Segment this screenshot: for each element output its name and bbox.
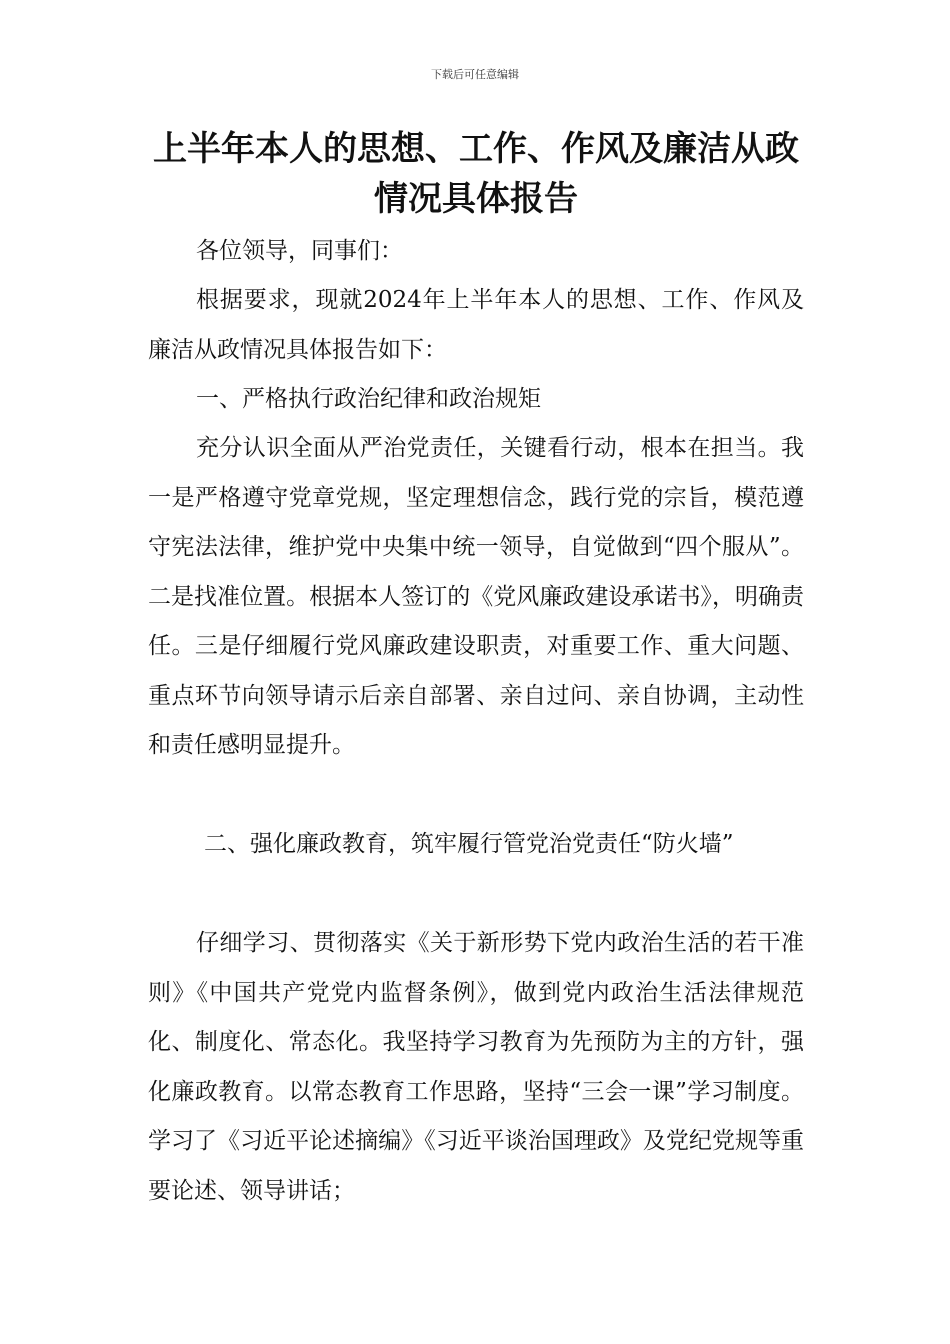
intro-paragraph: 根据要求，现就2024年上半年本人的思想、工作、作风及廉洁从政情况具体报告如下： xyxy=(148,287,804,363)
document-title: 上半年本人的思想、工作、作风及廉洁从政情况具体报告 xyxy=(153,129,799,219)
page-header-note: 下载后可任意编辑 xyxy=(431,68,519,81)
greeting: 各位领导，同事们： xyxy=(196,238,403,264)
section-heading-2: 二、强化廉政教育，筑牢履行管党治党责任“防火墙” xyxy=(204,831,734,857)
section-2-paragraph: 仔细学习、贯彻落实《关于新形势下党内政治生活的若干准则》《中国共产党党内监督条例》，做到党内政治生活法律规范化、制度化、常态化。我坚持学习教育为先预防为主的方针，强化廉政教育。以常态教育工作思路，坚持“三会一课”学习制度。学习了《习近平论述摘编》《习近平谈治国理政》及党纪党规等重要论述、领导讲话； xyxy=(148,930,804,1204)
section-heading-1: 一、严格执行政治纪律和政治规矩 xyxy=(196,386,541,412)
section-1-paragraph: 充分认识全面从严治党责任，关键看行动，根本在担当。我一是严格遵守党章党规，坚定理想信念，践行党的宗旨，模范遵守宪法法律，维护党中央集中统一领导，自觉做到“四个服从”。二是找准位置。根据本人签订的《党风廉政建设承诺书》，明确责任。三是仔细履行党风廉政建设职责，对重要工作、重大问题、重点环节向领导请示后亲自部署、亲自过问、亲自协调，主动性和责任感明显提升。 xyxy=(148,435,804,758)
